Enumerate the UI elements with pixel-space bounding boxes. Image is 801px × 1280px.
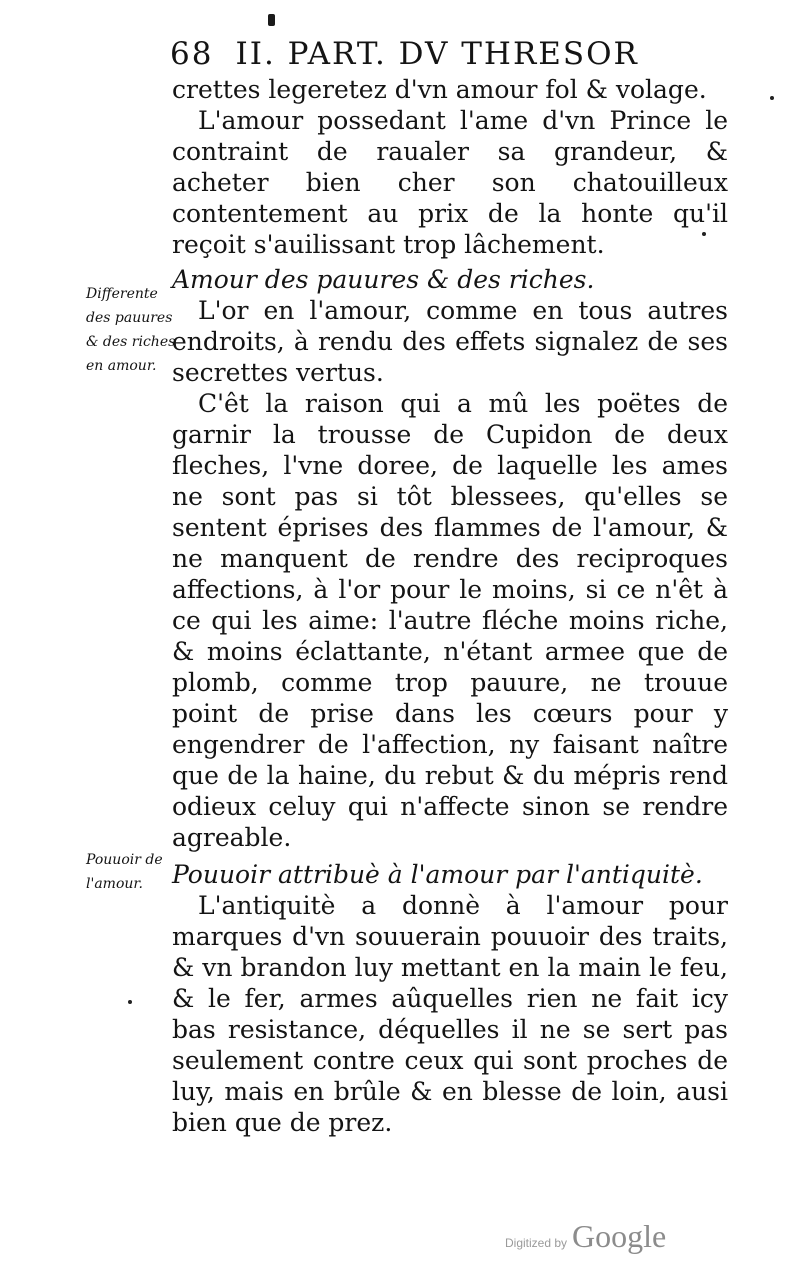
margin-note-pouuoir: Pouuoir de l'amour. — [86, 852, 163, 892]
running-title: II. PART. DV THRESOR — [235, 36, 639, 72]
section-heading-riches: Amour des pauures & des riches. — [172, 265, 595, 294]
paragraph-continuation: crettes legeretez d'vn amour fol & volage. — [172, 75, 707, 104]
paragraph-prince: L'amour possedant l'ame d'vn Prince le contraint de raualer sa grandeur, & acheter bien cher son chatouilleux contentement au prix de la honte qu'il reçoit s'auilissant trop lâchement. — [172, 106, 728, 259]
running-header — [170, 36, 639, 72]
section-heading-pouuoir: Pouuoir attribuè à l'amour par l'antiquitè. — [172, 860, 703, 889]
paragraph-cupidon: C'êt la raison qui a mû les poëtes de garnir la trousse de Cupidon de deux fleches, l'vne doree, de laquelle les ames ne sont pas si tôt blessees, qu'elles se sentent éprises des flammes de l'amour, & ne manquent de rendre des reciproques affections, à l'or pour le moins, si ce n'êt à ce qui les aime: l'autre fléche moins riche, & moins éclattante, n'étant armee que de plomb, comme trop pauure, ne trouue point de prise dans les cœurs pour y engendrer de l'affection, ny faisant naître que de la haine, du rebut & du mépris rend odieux celuy qui n'affecte sinon se rendre agreable. — [172, 389, 728, 852]
ink-mark — [268, 14, 275, 26]
text-block — [172, 74, 728, 1138]
ink-speck — [128, 1000, 132, 1004]
margin-note-riches: Differente des pauures & des riches en amour. — [86, 286, 176, 374]
paragraph-antiquite: L'antiquitè a donnè à l'amour pour marques d'vn souuerain pouuoir des traits, & vn brandon luy mettant en la main le feu, & le fer, armes aûquelles rien ne fait icy bas resistance, déquelles il ne se sert pas seulement contre ceux qui sont proches de luy, mais en brûle & en blesse de loin, ausi bien que de prez. — [172, 891, 728, 1137]
paragraph-or: L'or en l'amour, comme en tous autres endroits, à rendu des effets signalez de ses secrettes vertus. — [172, 296, 728, 387]
watermark-small-text: Digitized by — [505, 1236, 568, 1250]
ink-speck — [770, 96, 774, 100]
page-number: 68 — [170, 36, 214, 72]
digitized-watermark — [505, 1218, 666, 1255]
google-logo: Google — [572, 1218, 667, 1254]
